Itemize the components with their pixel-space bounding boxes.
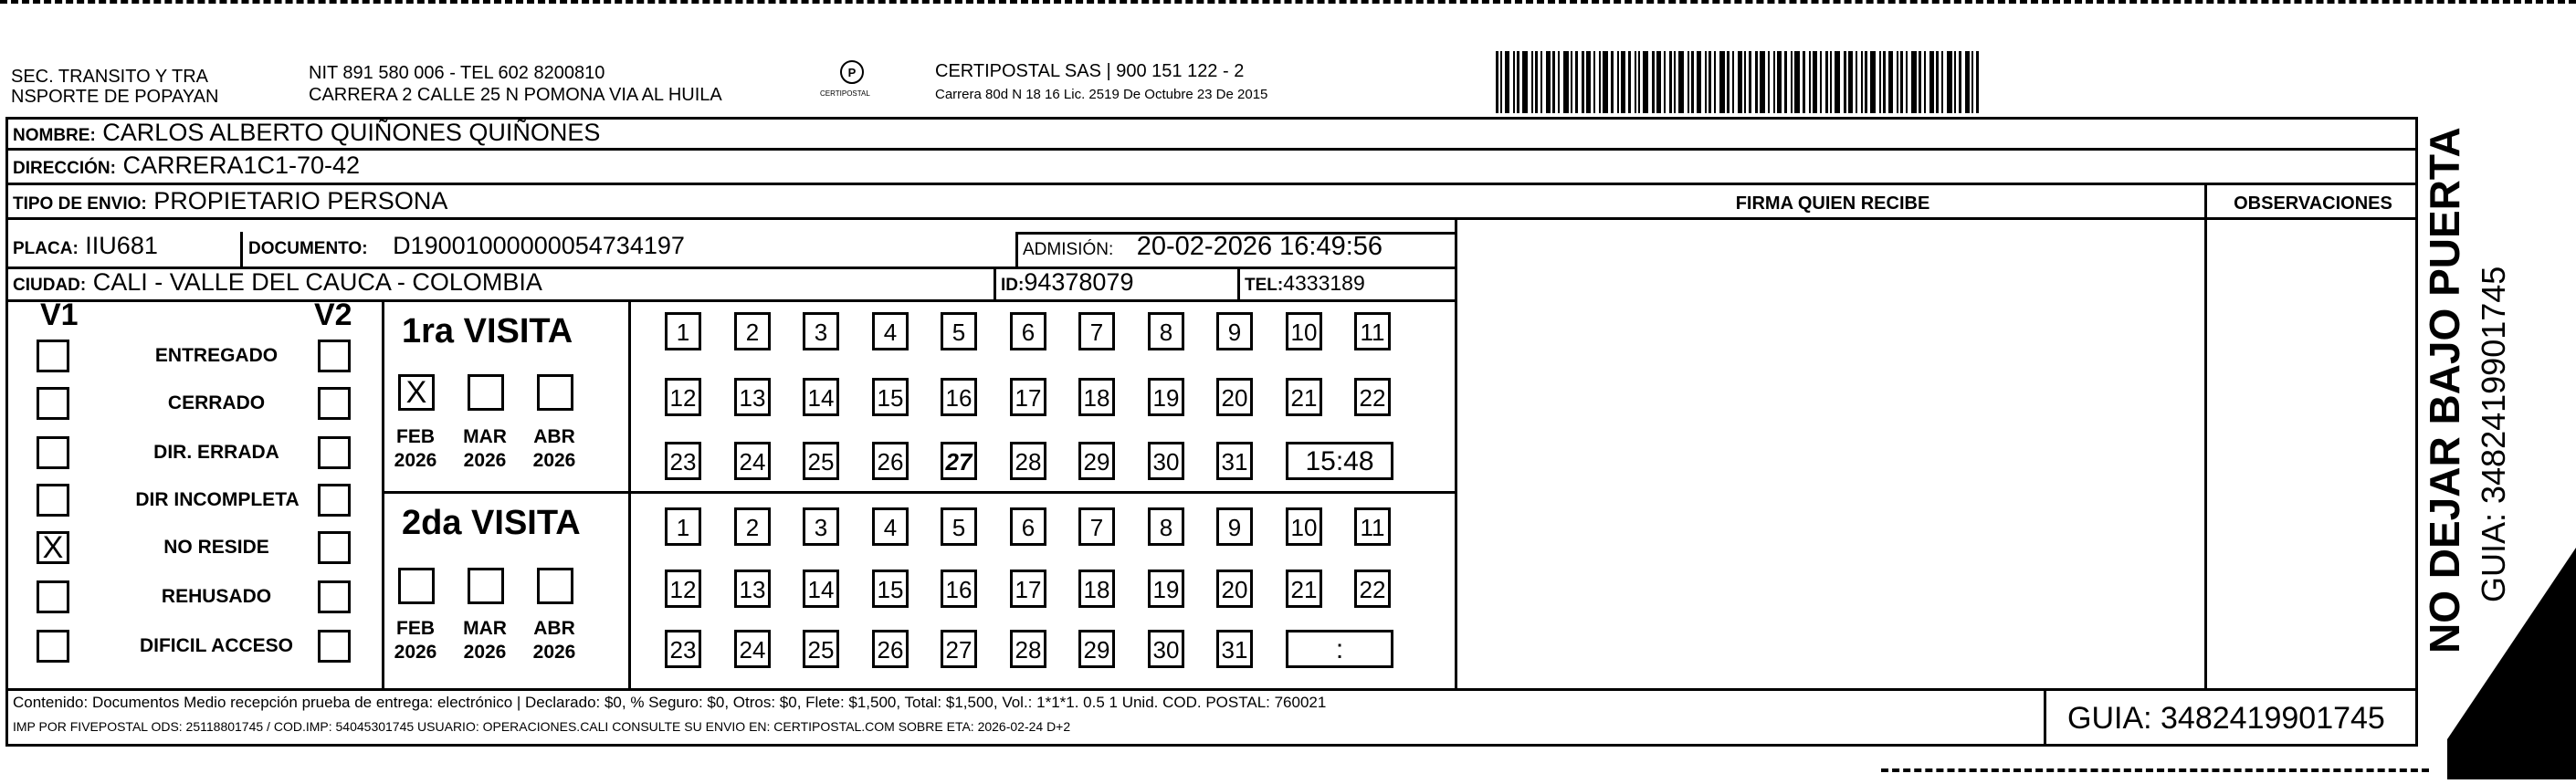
documento-label: DOCUMENTO: xyxy=(248,239,368,258)
svg-text:P: P xyxy=(847,66,857,79)
day-box: 18 xyxy=(1078,378,1115,416)
barcode-bar xyxy=(1732,51,1734,113)
barcode-bar xyxy=(1517,51,1519,113)
barcode-bar xyxy=(1691,51,1694,113)
barcode-bar xyxy=(1500,51,1502,113)
tipo-envio-row xyxy=(13,187,447,215)
barcode-bar xyxy=(1768,51,1770,113)
day-box: 20 xyxy=(1216,570,1253,608)
month-checkbox xyxy=(537,568,573,604)
barcode-bar xyxy=(1738,51,1742,113)
v1-checkbox xyxy=(37,580,69,613)
day-box: 7 xyxy=(1078,507,1115,546)
sender-name-line2: NSPORTE DE POPAYAN xyxy=(11,87,219,107)
barcode-bar xyxy=(1586,51,1591,113)
day-box: 18 xyxy=(1078,570,1115,608)
barcode-bar xyxy=(1522,51,1528,113)
day-box: 24 xyxy=(734,630,771,668)
day-box: 19 xyxy=(1148,570,1184,608)
barcode-bar xyxy=(1954,51,1956,113)
side-warning: NO DEJAR BAJO PUERTA xyxy=(2421,127,2468,653)
v2-checkbox xyxy=(318,630,351,663)
tel-row xyxy=(1245,268,1365,297)
barcode-bar xyxy=(1929,51,1934,113)
footer-guia: GUIA: 3482419901745 xyxy=(2067,701,2385,736)
month-checkbox xyxy=(468,568,504,604)
day-box: 5 xyxy=(941,507,977,546)
barcode-bar xyxy=(1593,51,1595,113)
reason-label: CERRADO xyxy=(167,392,266,413)
documento-row xyxy=(248,232,685,260)
month-label: FEB xyxy=(396,618,435,639)
nombre-row xyxy=(13,119,600,147)
barcode-bar xyxy=(1563,51,1569,113)
day-box: 14 xyxy=(803,570,839,608)
id-value: 94378079 xyxy=(1024,268,1134,296)
carrier-name: CERTIPOSTAL SAS | 900 151 122 - 2 xyxy=(935,61,1245,81)
day-box: 8 xyxy=(1148,507,1184,546)
day-box: 12 xyxy=(665,378,701,416)
v1-checkbox xyxy=(37,436,69,469)
carrier-address: Carrera 80d N 18 16 Lic. 2519 De Octubre 23 De 2015 xyxy=(935,87,1268,102)
barcode-bar xyxy=(1697,51,1701,113)
reason-label: ENTREGADO xyxy=(154,345,279,366)
day-box: 23 xyxy=(665,442,701,480)
barcode-bar xyxy=(1861,51,1863,113)
barcode-bar xyxy=(1603,51,1608,113)
barcode-bar xyxy=(1936,51,1939,113)
tipo-envio-value: PROPIETARIO PERSONA xyxy=(153,187,448,214)
barcode-bar xyxy=(1906,51,1908,113)
day-box: 1 xyxy=(665,507,701,546)
barcode-bar xyxy=(1575,51,1578,113)
v1-checkbox: X xyxy=(37,531,69,564)
ciudad-row xyxy=(13,268,542,297)
day-box: 26 xyxy=(872,442,909,480)
direccion-value: CARRERA1C1-70-42 xyxy=(122,152,361,179)
observaciones-header: OBSERVACIONES xyxy=(2234,193,2392,214)
day-box: 19 xyxy=(1148,378,1184,416)
barcode-bar xyxy=(1794,51,1800,113)
barcode-bar xyxy=(1897,51,1898,113)
barcode-bar xyxy=(1900,51,1903,113)
barcode-bar xyxy=(1773,51,1775,113)
documento-value: D19001000000054734197 xyxy=(393,232,685,259)
day-box: 25 xyxy=(803,630,839,668)
day-box: 27 xyxy=(941,442,977,480)
v1-checkbox xyxy=(37,484,69,517)
day-box: 9 xyxy=(1216,507,1253,546)
v2-checkbox xyxy=(318,387,351,420)
day-box: 17 xyxy=(1010,570,1046,608)
footer-line1: Contenido: Documentos Medio recepción prueba de entrega: electrónico | Declarado: $0, % Seguro: $0, Otros: $0, Flete: $1,500, Total: $1,500, Vol.: 1*1*1. 0.5 1 Unid. COD. POSTAL: 760021 xyxy=(13,694,1327,711)
barcode-bar xyxy=(1976,51,1979,113)
corner-mark xyxy=(2447,548,2576,779)
reason-label: REHUSADO xyxy=(161,586,272,607)
sender-name-line1: SEC. TRANSITO Y TRA xyxy=(11,67,208,87)
barcode-bar xyxy=(1971,51,1973,113)
day-box: 28 xyxy=(1010,630,1046,668)
admision-value: 20-02-2026 16:49:56 xyxy=(1136,232,1383,261)
barcode-bar xyxy=(1599,51,1601,113)
day-box: 22 xyxy=(1354,570,1391,608)
id-row xyxy=(1001,268,1133,297)
barcode-bar xyxy=(1848,51,1853,113)
barcode-bar xyxy=(1719,51,1725,113)
ciudad-label: CIUDAD: xyxy=(13,276,87,295)
tel-value: 4333189 xyxy=(1283,271,1365,295)
day-box: 2 xyxy=(734,507,771,546)
v2-checkbox xyxy=(318,436,351,469)
visit2-title: 2da VISITA xyxy=(402,504,581,542)
month-year: 2026 xyxy=(463,450,507,471)
barcode-bar xyxy=(1678,51,1684,113)
month-checkbox xyxy=(398,568,435,604)
day-box: 3 xyxy=(803,507,839,546)
v2-label: V2 xyxy=(314,298,352,332)
admision-row xyxy=(1023,232,1383,262)
barcode-bar xyxy=(1965,51,1970,113)
day-box: 22 xyxy=(1354,378,1391,416)
day-box: 21 xyxy=(1286,378,1322,416)
day-box: 10 xyxy=(1286,312,1322,350)
barcode-bar xyxy=(1635,51,1636,113)
day-box: 15 xyxy=(872,378,909,416)
admision-label: ADMISIÓN: xyxy=(1023,240,1114,259)
barcode-bar xyxy=(1825,51,1828,113)
month-year: 2026 xyxy=(394,450,437,471)
month-year: 2026 xyxy=(394,642,437,663)
day-box: 10 xyxy=(1286,507,1322,546)
day-box: 4 xyxy=(872,312,909,350)
sender-address: CARRERA 2 CALLE 25 N POMONA VIA AL HUILA xyxy=(309,85,722,105)
id-label: ID: xyxy=(1001,276,1025,295)
barcode-bar xyxy=(1924,51,1926,113)
month-year: 2026 xyxy=(463,642,507,663)
day-box: 27 xyxy=(941,630,977,668)
v1-checkbox xyxy=(37,387,69,420)
day-box: 12 xyxy=(665,570,701,608)
day-box: 16 xyxy=(941,570,977,608)
reason-label: DIFICIL ACCESO xyxy=(139,635,293,656)
month-checkbox: X xyxy=(398,374,435,411)
barcode-bar xyxy=(1540,51,1542,113)
v1-label: V1 xyxy=(40,298,79,332)
sender-nit: NIT 891 580 006 - TEL 602 8200810 xyxy=(309,63,605,83)
v2-checkbox xyxy=(318,580,351,613)
placa-row xyxy=(13,232,158,260)
barcode-bar xyxy=(1496,51,1498,113)
barcode-bar xyxy=(1791,51,1793,113)
day-box: 17 xyxy=(1010,378,1046,416)
day-box: 23 xyxy=(665,630,701,668)
barcode-bar xyxy=(1669,51,1672,113)
day-box: 2 xyxy=(734,312,771,350)
month-checkbox xyxy=(537,374,573,411)
barcode-bar xyxy=(1558,51,1560,113)
barcode-bar xyxy=(1531,51,1533,113)
placa-label: PLACA: xyxy=(13,239,79,258)
barcode-bar xyxy=(1947,51,1952,113)
barcode-bar xyxy=(1505,51,1509,113)
month-label: ABR xyxy=(533,618,575,639)
v2-checkbox xyxy=(318,531,351,564)
barcode-bar xyxy=(1888,51,1893,113)
day-box: 13 xyxy=(734,378,771,416)
firma-header: FIRMA QUIEN RECIBE xyxy=(1735,193,1930,214)
barcode-bar xyxy=(1830,51,1832,113)
day-box: 28 xyxy=(1010,442,1046,480)
reason-label: DIR. ERRADA xyxy=(153,442,279,463)
time-box: : xyxy=(1286,630,1393,668)
certipostal-logo-icon xyxy=(838,58,866,86)
day-box: 20 xyxy=(1216,378,1253,416)
day-box: 29 xyxy=(1078,630,1115,668)
barcode xyxy=(1496,51,1982,113)
barcode-bar xyxy=(1856,51,1857,113)
day-box: 4 xyxy=(872,507,909,546)
day-box: 1 xyxy=(665,312,701,350)
barcode-bar xyxy=(1784,51,1787,113)
day-box: 6 xyxy=(1010,507,1046,546)
ciudad-value: CALI - VALLE DEL CAUCA - COLOMBIA xyxy=(92,268,542,296)
month-label: ABR xyxy=(533,426,575,447)
month-label: MAR xyxy=(463,426,507,447)
barcode-bar xyxy=(1879,51,1881,113)
v1-checkbox xyxy=(37,630,69,663)
barcode-bar xyxy=(1656,51,1661,113)
day-box: 26 xyxy=(872,630,909,668)
barcode-bar xyxy=(1941,51,1943,113)
barcode-bar xyxy=(1535,51,1538,113)
barcode-bar xyxy=(1755,51,1758,113)
barcode-bar xyxy=(1705,51,1707,113)
barcode-bar xyxy=(1744,51,1746,113)
day-box: 30 xyxy=(1148,630,1184,668)
day-box: 14 xyxy=(803,378,839,416)
barcode-bar xyxy=(1643,51,1648,113)
day-box: 25 xyxy=(803,442,839,480)
day-box: 9 xyxy=(1216,312,1253,350)
day-box: 29 xyxy=(1078,442,1115,480)
barcode-bar xyxy=(1727,51,1730,113)
v2-checkbox xyxy=(318,340,351,372)
barcode-bar xyxy=(1865,51,1867,113)
barcode-bar xyxy=(1688,51,1689,113)
barcode-bar xyxy=(1546,51,1551,113)
day-box: 11 xyxy=(1354,312,1391,350)
day-box: 21 xyxy=(1286,570,1322,608)
barcode-bar xyxy=(1611,51,1614,113)
barcode-bar xyxy=(1638,51,1640,113)
day-box: 16 xyxy=(941,378,977,416)
day-box: 13 xyxy=(734,570,771,608)
barcode-bar xyxy=(1552,51,1555,113)
reason-label: DIR INCOMPLETA xyxy=(135,489,300,510)
direccion-label: DIRECCIÓN: xyxy=(13,159,116,178)
barcode-bar xyxy=(1959,51,1961,113)
month-checkbox xyxy=(468,374,504,411)
visit1-title: 1ra VISITA xyxy=(402,312,573,350)
side-guia: GUIA: 3482419901745 xyxy=(2475,266,2512,602)
day-box: 7 xyxy=(1078,312,1115,350)
day-box: 3 xyxy=(803,312,839,350)
barcode-bar xyxy=(1652,51,1655,113)
day-box: 30 xyxy=(1148,442,1184,480)
v1-checkbox xyxy=(37,340,69,372)
bottom-cut-line xyxy=(1881,768,2429,772)
barcode-bar xyxy=(1709,51,1711,113)
barcode-bar xyxy=(1749,51,1751,113)
barcode-bar xyxy=(1813,51,1817,113)
direccion-row xyxy=(13,152,360,180)
month-year: 2026 xyxy=(532,642,576,663)
barcode-bar xyxy=(1760,51,1765,113)
tipo-envio-label: TIPO DE ENVIO: xyxy=(13,194,147,214)
barcode-bar xyxy=(1820,51,1822,113)
v2-checkbox xyxy=(318,484,351,517)
month-year: 2026 xyxy=(532,450,576,471)
barcode-bar xyxy=(1571,51,1572,113)
day-box: 6 xyxy=(1010,312,1046,350)
nombre-value: CARLOS ALBERTO QUIÑONES QUIÑONES xyxy=(102,119,601,146)
barcode-bar xyxy=(1803,51,1805,113)
day-box: 15 xyxy=(872,570,909,608)
top-cut-line xyxy=(0,0,2576,4)
barcode-bar xyxy=(1621,51,1625,113)
nombre-label: NOMBRE: xyxy=(13,126,96,145)
day-box: 8 xyxy=(1148,312,1184,350)
barcode-bar xyxy=(1883,51,1886,113)
barcode-bar xyxy=(1844,51,1846,113)
barcode-bar xyxy=(1628,51,1631,113)
day-box: 24 xyxy=(734,442,771,480)
logo-caption: CERTIPOSTAL xyxy=(820,89,870,98)
day-box: 11 xyxy=(1354,507,1391,546)
barcode-bar xyxy=(1664,51,1666,113)
barcode-bar xyxy=(1582,51,1584,113)
footer-line2: IMP POR FIVEPOSTAL ODS: 25118801745 / COD.IMP: 54045301745 USUARIO: OPERACIONES.CALI CONSULTE SU ENVIO EN: CERTIPOSTAL.COM SOBRE ETA: 2026-02-24 D+2 xyxy=(13,719,1071,734)
month-label: MAR xyxy=(463,618,507,639)
barcode-bar xyxy=(1513,51,1515,113)
barcode-bar xyxy=(1835,51,1840,113)
barcode-bar xyxy=(1617,51,1619,113)
day-box: 5 xyxy=(941,312,977,350)
barcode-bar xyxy=(1809,51,1811,113)
time-box: 15:48 xyxy=(1286,442,1393,480)
barcode-bar xyxy=(1714,51,1716,113)
barcode-bar xyxy=(1674,51,1676,113)
placa-value: IIU681 xyxy=(85,232,158,259)
barcode-bar xyxy=(1870,51,1876,113)
reason-label: NO RESIDE xyxy=(163,537,269,558)
day-box: 31 xyxy=(1216,442,1253,480)
barcode-bar xyxy=(1777,51,1782,113)
barcode-bar xyxy=(1911,51,1917,113)
month-label: FEB xyxy=(396,426,435,447)
day-box: 31 xyxy=(1216,630,1253,668)
barcode-bar xyxy=(1919,51,1921,113)
tel-label: TEL: xyxy=(1245,276,1284,295)
